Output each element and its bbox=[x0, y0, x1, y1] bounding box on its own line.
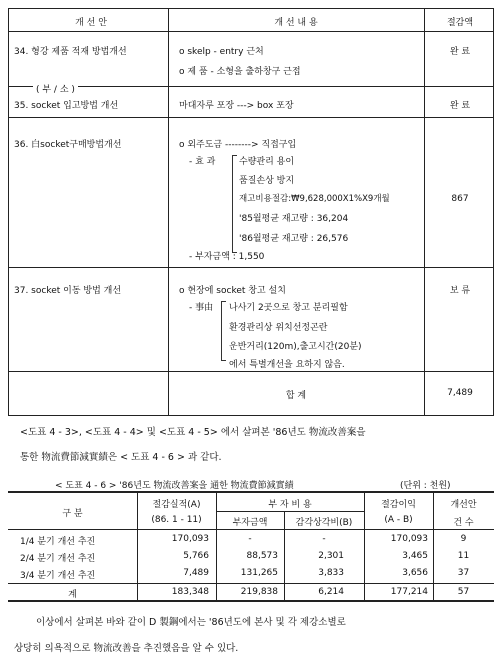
header-count: 개선안 bbox=[450, 500, 477, 510]
item-36-amount: 867 bbox=[451, 194, 469, 204]
table-cell: 57 bbox=[457, 587, 470, 597]
item-37-reason-1: 나사기 2곳으로 창고 분리필함 bbox=[229, 303, 348, 313]
row-divider bbox=[9, 117, 493, 118]
table-cell: 2,301 bbox=[318, 551, 344, 561]
table-cell: 183,348 bbox=[171, 587, 209, 597]
improvement-table bbox=[8, 8, 494, 416]
header-improvement-content: 개 선 내 용 bbox=[274, 18, 318, 28]
table-cell: 170,093 bbox=[390, 534, 428, 544]
item-36-effect-5: '86월평균 재고량 : 26,576 bbox=[239, 234, 349, 244]
item-36-effect-label: - 효 과 bbox=[189, 157, 216, 167]
row-divider bbox=[8, 529, 494, 530]
table-total-label: 계 bbox=[68, 590, 77, 600]
header-improvement-plan: 개 선 안 bbox=[75, 18, 107, 28]
item-36-detail-last: - 부자금액 : 1,550 bbox=[189, 252, 265, 262]
paragraph-2-line-2: 상당히 의욕적으로 物流改善을 추진했음을 알 수 있다. bbox=[14, 643, 239, 654]
table-cell: 3,465 bbox=[402, 551, 428, 561]
table-cell: 11 bbox=[457, 551, 470, 561]
table-cell: 131,265 bbox=[240, 568, 278, 578]
table-cell: 7,489 bbox=[183, 568, 209, 578]
paragraph-1-line-1: <도표 4 - 3>, <도표 4 - 4> 및 <도표 4 - 5> 에서 살펴본 '86년도 物流改善案을 bbox=[20, 427, 366, 438]
header-cost: 부 자 비 용 bbox=[268, 500, 312, 510]
item-37-amount: 보 류 bbox=[449, 286, 471, 296]
table-row-label: 1/4 분기 개선 추진 bbox=[20, 537, 96, 547]
row-divider bbox=[8, 583, 494, 584]
table-row-label: 3/4 분기 개선 추진 bbox=[20, 571, 96, 581]
total-value: 7,489 bbox=[447, 388, 473, 398]
table-cell: 170,093 bbox=[171, 534, 209, 544]
table-cell: 219,838 bbox=[240, 587, 278, 597]
table-cell: 37 bbox=[457, 568, 470, 578]
bracket bbox=[232, 155, 237, 253]
table-caption: < 도표 4 - 6 > '86년도 物流改善案을 通한 物流費節減實績 bbox=[55, 481, 294, 491]
row-divider bbox=[216, 511, 364, 512]
item-37-reason-label: - 事由 bbox=[189, 303, 214, 313]
paragraph-1-line-2: 통한 物流費節減實績은 < 도표 4 - 6 > 과 같다. bbox=[20, 452, 222, 463]
header-cost-amount: 부자금액 bbox=[232, 518, 268, 528]
item-37-reason-3: 운반거리(120m),출고시간(20분) bbox=[229, 342, 362, 352]
item-35: 35. socket 입고방법 개선 bbox=[14, 101, 119, 111]
item-37-detail-1: o 현장에 socket 창고 설치 bbox=[179, 286, 286, 296]
item-34-amount: 완 료 bbox=[449, 47, 471, 57]
item-34-detail-1: o skelp - entry 근처 bbox=[179, 47, 264, 57]
table-unit: (단위 : 천원) bbox=[400, 481, 451, 491]
row-divider bbox=[9, 31, 493, 32]
item-36-detail-1: o 외주도금 --------> 직접구입 bbox=[179, 140, 297, 150]
header-profit: 절감이익 bbox=[381, 500, 416, 510]
table-cell: 6,214 bbox=[318, 587, 344, 597]
item-37-reason-2: 환경관리상 위치선정곤란 bbox=[229, 323, 328, 333]
header-result: 절감실적(A) bbox=[152, 500, 201, 510]
item-36-effect-3: 재고비용절감:₩9,628,000X1%X9개월 bbox=[239, 194, 390, 204]
table-cell: 177,214 bbox=[390, 587, 428, 597]
header-division: 구 분 bbox=[62, 509, 83, 519]
header-profit-formula: (A - B) bbox=[384, 515, 413, 525]
bracket bbox=[221, 301, 226, 361]
total-label: 합 계 bbox=[285, 391, 307, 401]
section-label: ( 부 / 소 ) bbox=[33, 82, 78, 95]
header-savings: 절감액 bbox=[446, 18, 474, 28]
item-35-detail: 마대자루 포장 ---> box 포장 bbox=[179, 101, 294, 111]
paragraph-2-line-1: 이상에서 살펴본 바와 같이 D 製鋼에서는 '86년도에 본사 및 각 제강소별로 bbox=[36, 617, 346, 628]
item-36-effect-4: '85월평균 재고량 : 36,204 bbox=[239, 214, 349, 224]
table-cell: 9 bbox=[460, 534, 467, 544]
item-34-detail-2: o 제 품 - 소형을 출하창구 근접 bbox=[179, 67, 301, 77]
item-37-reason-4: 에서 특별개선을 요하지 않음. bbox=[229, 360, 345, 370]
header-result-period: (86. 1 - 11) bbox=[151, 515, 202, 525]
item-35-amount: 완 료 bbox=[449, 101, 471, 111]
item-36: 36. 白socket구매방법개선 bbox=[14, 140, 122, 150]
header-count-sub: 건 수 bbox=[453, 518, 474, 528]
row-divider bbox=[9, 267, 493, 268]
table-cell: 3,656 bbox=[402, 568, 428, 578]
column-divider bbox=[424, 9, 425, 415]
item-36-effect-2: 품질손상 방지 bbox=[239, 176, 295, 186]
header-depreciation: 감각상각비(B) bbox=[295, 518, 353, 528]
table-cell: - bbox=[322, 534, 326, 544]
row-divider bbox=[9, 86, 493, 87]
item-37: 37. socket 이동 방법 개선 bbox=[14, 286, 122, 296]
table-cell: 88,573 bbox=[246, 551, 278, 561]
savings-table bbox=[8, 491, 494, 602]
table-cell: 5,766 bbox=[183, 551, 209, 561]
item-34: 34. 형강 제품 적재 방법개선 bbox=[14, 47, 127, 57]
table-row-label: 2/4 분기 개선 추진 bbox=[20, 554, 96, 564]
item-36-effect-1: 수량관리 용이 bbox=[239, 157, 295, 167]
row-divider bbox=[9, 371, 493, 372]
column-divider bbox=[168, 9, 169, 415]
table-cell: - bbox=[248, 534, 252, 544]
table-cell: 3,833 bbox=[318, 568, 344, 578]
